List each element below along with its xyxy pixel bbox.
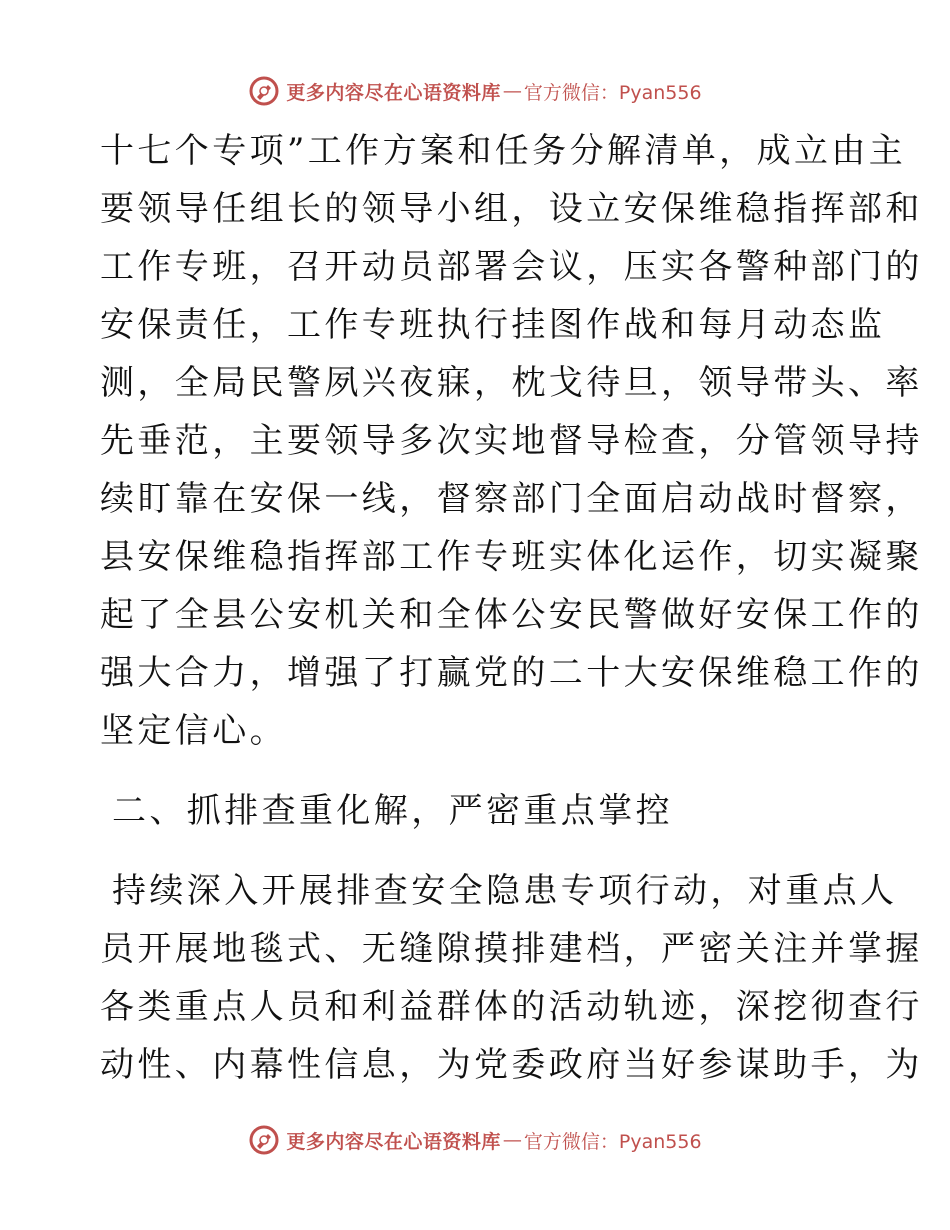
- banner-separator: —: [502, 80, 522, 102]
- paragraph-line: 强大合力，增强了打赢党的二十大安保维稳工作的: [100, 653, 923, 693]
- pen-logo-icon: [248, 75, 280, 107]
- banner-wechat-text: 官方微信：Pyan556: [523, 81, 702, 104]
- header-banner: [0, 71, 950, 111]
- paragraph-line: 各类重点人员和利益群体的活动轨迹，深挖彻查行: [100, 987, 923, 1027]
- paragraph-line: 先垂范，主要领导多次实地督导检查，分管领导持: [100, 421, 923, 461]
- paragraph-line: 测，全局民警夙兴夜寐，枕戈待旦，领导带头、率: [100, 363, 923, 403]
- banner-site-text: 更多内容尽在心语资料库: [286, 81, 501, 104]
- banner-site-text: 更多内容尽在心语资料库: [286, 1130, 501, 1153]
- body-text: [100, 122, 923, 1094]
- paragraph-line: 安保责任，工作专班执行挂图作战和每月动态监: [100, 305, 886, 345]
- banner-wechat-text: 官方微信：Pyan556: [523, 1130, 702, 1153]
- paragraph-1: [100, 122, 923, 760]
- paragraph-2: [100, 862, 923, 1094]
- section-heading: 二、抓排查重化解，严密重点掌控: [112, 791, 673, 831]
- paragraph-line: 起了全县公安机关和全体公安民警做好安保工作的: [100, 595, 923, 635]
- footer-banner: [0, 1120, 950, 1160]
- banner-separator: —: [502, 1129, 522, 1151]
- paragraph-line: 坚定信心。: [100, 711, 287, 751]
- paragraph-line: 动性、内幕性信息，为党委政府当好参谋助手，为: [100, 1045, 923, 1085]
- paragraph-line: 续盯靠在安保一线，督察部门全面启动战时督察，: [100, 479, 923, 519]
- paragraph-line: 持续深入开展排查安全隐患专项行动，对重点人: [112, 871, 898, 911]
- paragraph-line: 县安保维稳指挥部工作专班实体化运作，切实凝聚: [100, 537, 923, 577]
- paragraph-line: 十七个专项”工作方案和任务分解清单，成立由主: [100, 131, 907, 171]
- paragraph-line: 要领导任组长的领导小组，设立安保维稳指挥部和: [100, 189, 923, 229]
- pen-logo-icon: [248, 1124, 280, 1156]
- paragraph-line: 工作专班，召开动员部署会议，压实各警种部门的: [100, 247, 923, 287]
- paragraph-line: 员开展地毯式、无缝隙摸排建档，严密关注并掌握: [100, 929, 923, 969]
